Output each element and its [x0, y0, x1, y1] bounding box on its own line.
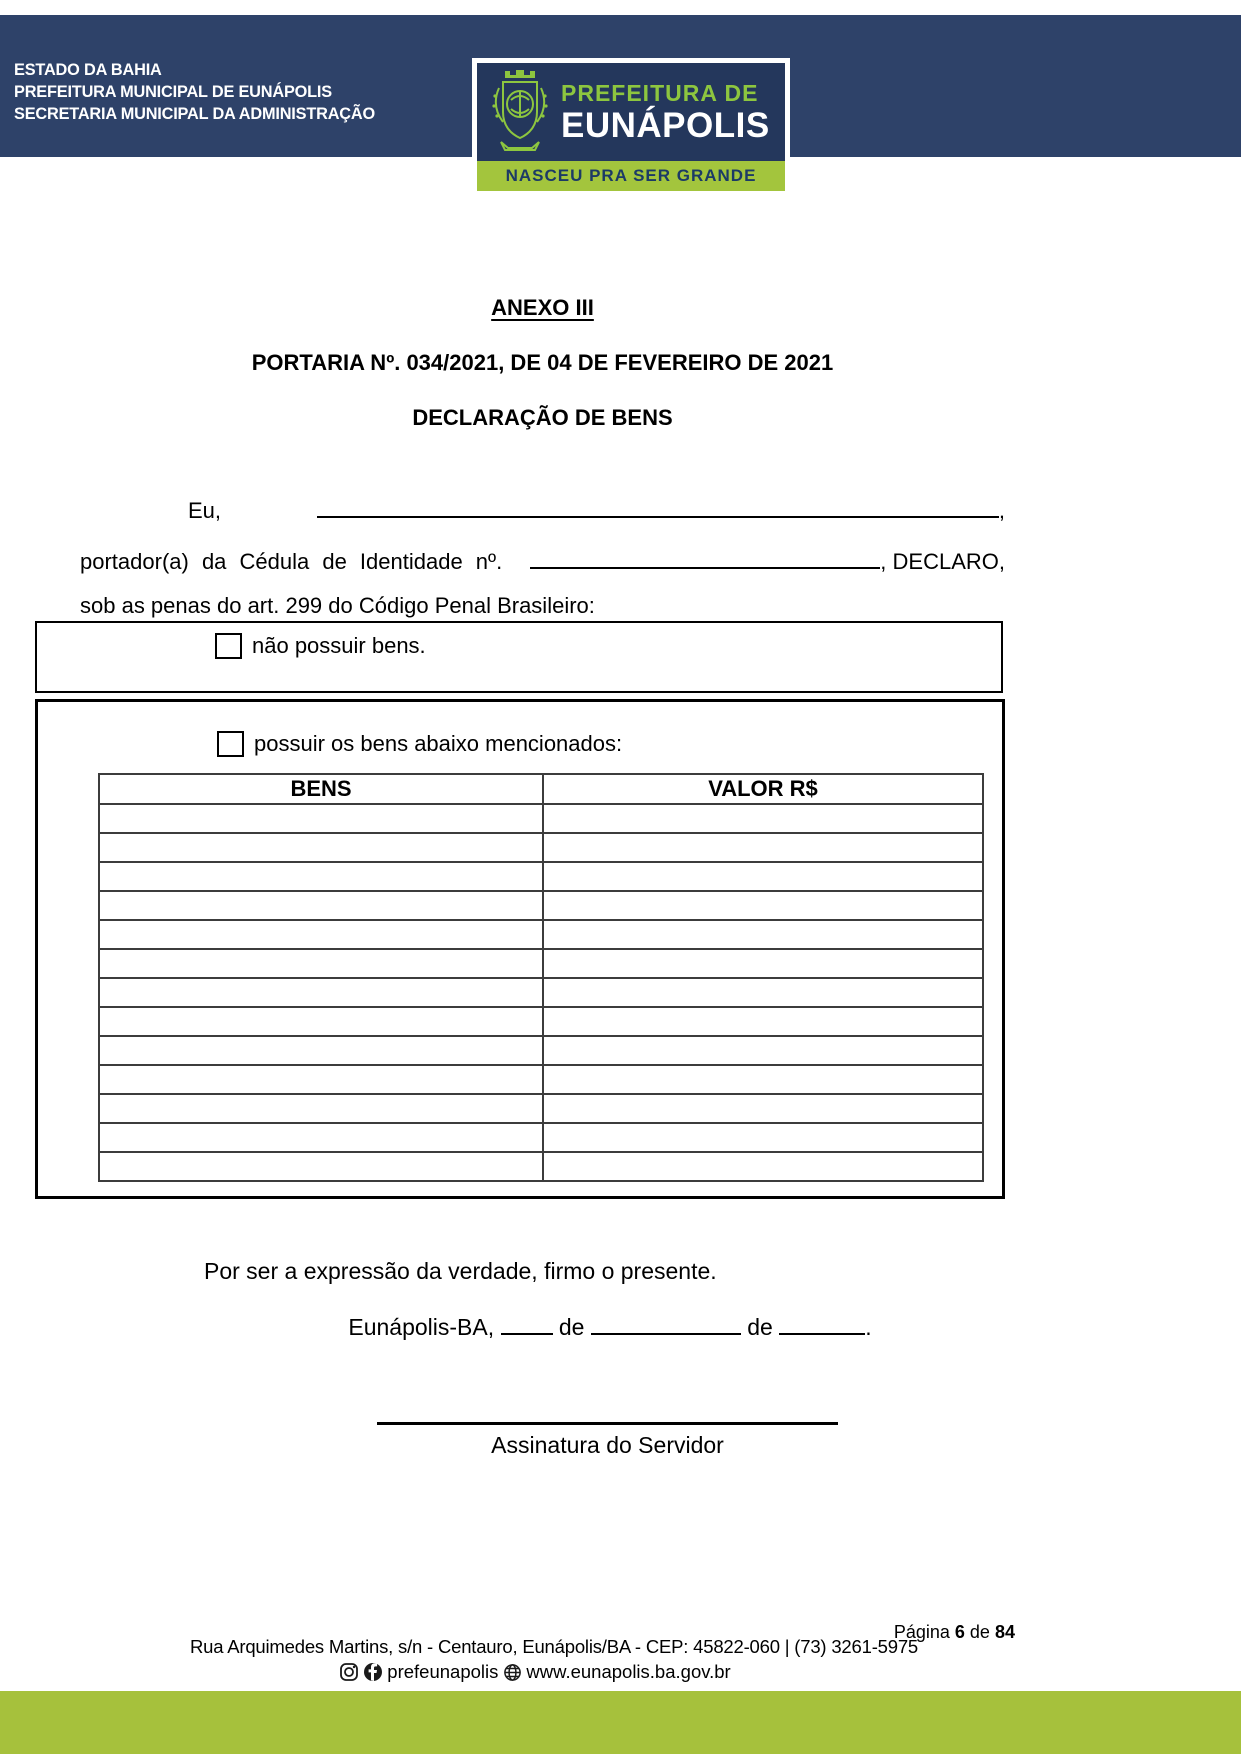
table-cell[interactable] [543, 1094, 983, 1123]
city-logo [472, 58, 790, 196]
page-number: Página 6 de 84 [893, 1622, 1015, 1642]
option-box-no-assets [35, 621, 1003, 693]
table-cell[interactable] [543, 862, 983, 891]
table-cell[interactable] [543, 1152, 983, 1181]
no-assets-checkbox[interactable] [215, 633, 242, 659]
declaration-line-1 [80, 482, 1005, 533]
globe-icon [503, 1663, 522, 1682]
table-cell[interactable] [543, 1007, 983, 1036]
table-cell[interactable] [543, 1036, 983, 1065]
no-assets-label: não possuir bens. [252, 633, 426, 658]
org-line-secretaria: SECRETARIA MUNICIPAL DA ADMINISTRAÇÃO [14, 104, 376, 123]
org-line-prefeitura: PREFEITURA MUNICIPAL DE EUNÁPOLIS [14, 82, 332, 101]
org-line-state: ESTADO DA BAHIA [14, 60, 162, 79]
table-cell[interactable] [543, 949, 983, 978]
month-blank-field[interactable] [591, 1313, 741, 1335]
table-cell[interactable] [99, 1152, 543, 1181]
title-anexo: ANEXO III [491, 295, 594, 320]
year-blank-field[interactable] [779, 1313, 865, 1335]
signature-block [377, 1422, 838, 1459]
table-cell[interactable] [99, 804, 543, 833]
table-cell[interactable] [99, 949, 543, 978]
table-cell[interactable] [99, 1036, 543, 1065]
title-portaria: PORTARIA Nº. 034/2021, DE 04 DE FEVEREIRO DE 2021 [251, 350, 834, 375]
has-assets-label: possuir os bens abaixo mencionados: [254, 731, 623, 756]
table-row [99, 1152, 983, 1181]
assets-table-header-row [99, 774, 983, 804]
table-cell[interactable] [543, 1065, 983, 1094]
coat-of-arms-icon [489, 66, 551, 158]
table-cell[interactable] [99, 1123, 543, 1152]
declaration-line2-prefix: portador(a) da Cédula de Identidade nº. [80, 549, 503, 574]
page-current: 6 [954, 1622, 965, 1642]
title-declaracao: DECLARAÇÃO DE BENS [412, 405, 673, 430]
table-row [99, 1123, 983, 1152]
table-row [99, 1094, 983, 1123]
table-cell[interactable] [99, 1094, 543, 1123]
assets-table [98, 773, 984, 1182]
table-row [99, 891, 983, 920]
column-header-valor: VALOR R$ [543, 774, 983, 804]
option-row-no-assets [215, 633, 426, 659]
social-handle[interactable]: prefeunapolis [387, 1661, 499, 1682]
logo-top [477, 63, 785, 161]
signature-label: Assinatura do Servidor [491, 1432, 724, 1458]
assets-table-body [99, 804, 983, 1181]
table-row [99, 920, 983, 949]
declaration-line1-prefix: Eu, [188, 498, 222, 523]
truth-statement: Por ser a expressão da verdade, firmo o presente. [204, 1258, 717, 1284]
table-cell[interactable] [99, 1065, 543, 1094]
table-cell[interactable] [99, 891, 543, 920]
dateline-de1: de [558, 1314, 585, 1340]
table-cell[interactable] [543, 891, 983, 920]
day-blank-field[interactable] [501, 1313, 553, 1335]
table-cell[interactable] [543, 920, 983, 949]
table-cell[interactable] [99, 978, 543, 1007]
table-row [99, 804, 983, 833]
signature-line[interactable] [377, 1422, 838, 1425]
table-row [99, 862, 983, 891]
table-row [99, 949, 983, 978]
dateline-de2: de [747, 1314, 773, 1340]
logo-tagline: NASCEU PRA SER GRANDE [477, 161, 785, 191]
declaration-paragraph [80, 482, 1005, 628]
table-row [99, 978, 983, 1007]
table-row [99, 1007, 983, 1036]
table-cell[interactable] [99, 833, 543, 862]
table-row [99, 1036, 983, 1065]
table-cell[interactable] [543, 833, 983, 862]
table-cell[interactable] [99, 1007, 543, 1036]
logo-text [561, 79, 770, 145]
logo-line2: EUNÁPOLIS [561, 105, 770, 145]
footer-green-bar [0, 1691, 1241, 1754]
table-cell[interactable] [543, 804, 983, 833]
table-cell[interactable] [99, 862, 543, 891]
has-assets-checkbox[interactable] [217, 731, 244, 757]
id-number-blank-field[interactable] [530, 533, 880, 569]
website-link[interactable]: www.eunapolis.ba.gov.br [526, 1661, 731, 1682]
column-header-bens: BENS [99, 774, 543, 804]
page-total: 84 [994, 1622, 1015, 1642]
declaration-line-3: sob as penas do art. 299 do Código Penal Brasileiro: [80, 593, 595, 618]
org-info [14, 59, 375, 125]
declaration-line-2 [80, 533, 1005, 584]
option-box-has-assets [35, 699, 1005, 1199]
table-cell[interactable] [543, 978, 983, 1007]
facebook-icon [363, 1662, 383, 1682]
table-cell[interactable] [99, 920, 543, 949]
logo-line1: PREFEITURA DE [561, 79, 759, 106]
table-row [99, 1065, 983, 1094]
dateline-city: Eunápolis-BA, [348, 1314, 495, 1340]
table-row [99, 833, 983, 862]
declaration-line1-suffix: , [998, 498, 1005, 523]
footer-social-line [0, 1661, 1070, 1683]
name-blank-field[interactable] [317, 482, 999, 518]
table-cell[interactable] [543, 1123, 983, 1152]
declaration-line2-suffix: , DECLARO, [880, 549, 1005, 574]
footer-address: Rua Arquimedes Martins, s/n - Centauro, Eunápolis/BA - CEP: 45822-060 | (73) 3261-5975 [189, 1636, 919, 1657]
dateline: Eunápolis-BA, de de . [348, 1314, 872, 1340]
option-row-has-assets [217, 731, 622, 757]
instagram-icon [339, 1662, 359, 1682]
